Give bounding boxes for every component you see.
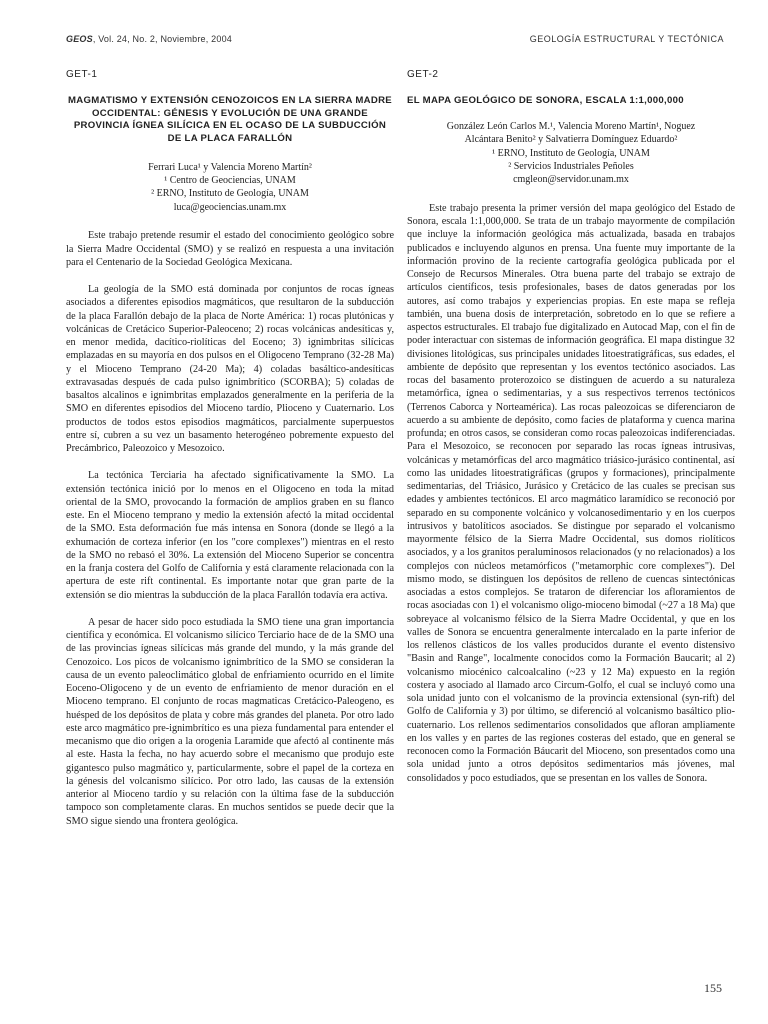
journal-issue: , Vol. 24, No. 2, Noviembre, 2004 [92,34,232,44]
abstract-get-2 [407,68,735,785]
author-list: Ferrari Luca¹ y Valencia Moreno Martín² [148,161,312,173]
body-paragraph: La tectónica Terciaria ha afectado significativamente la SMO. La extensión tectónica inició por lo menos en el Oligoceno en toda la mitad oriental de la SMO, provocando la formación de amplios graben en su flanco este. En el Mioceno temprano y medio la extensión afectó la mitad occidental de la SMO. Esta deformación fue más intensa en Sonora (donde se llegó a la exhumación de corteza inferior (en los "core complexes") mientras en el resto de la SMO no rebasó el 30%. La extensión del Mioceno Superior se concentra en la franja costera del Golfo de California y está claramente relacionada con la apertura de este rift continental. Es importante notar que gran parte de la extensión se dio mientras la subducción de la placa Farallón todavía era activa. [66,470,394,601]
affiliation-line: ² ERNO, Instituto de Geología, UNAM [151,188,309,200]
abstract-get-1 [66,68,394,842]
journal-name: GEOS [66,34,93,44]
journal-citation [66,34,232,44]
abstract-code: GET-2 [407,69,439,80]
body-paragraph: A pesar de hacer sido poco estudiada la SMO tiene una gran importancia científica y económica. El volcanismo silícico Terciario hace de de la SMO una de las provincias ígneas silícicas más grande del mundo, y la más grande del Cenozoico. Los picos de volcanismo ignimbrítico de la SMO se consideran la causa de un evento paleoclimático global de enfriamiento ocurrido en el límite Eoceno-Oligoceno y de un evento de enfriamiento de menor duración en el Mioceno temprano. El conjunto de rocas magmaticas Cretácico-Paleogeno, es huésped de los depósitos de plata y cobre más grandes del planeta. Por otro lado este arco magmático pre-ignimbrítico es una pieza fundamental para entender el mecanismo que dio origen a la orogenia Laramide que afectó al continente más al este. Hasta la fecha, no hay acuerdo sobre el mecanismo que produjo este gigantesco pulso magmático y, particularmente, sobre el papel de la corteza en la génesis del volcanismo silícico. Por otro lado, las causas de la extensión anterior al Mioceno tardío y su relación con la última fase de la subducción tampoco son completamente claras. En muchos sentidos se puede decir que la SMO sigue siendo una frontera geológica. [66,616,394,827]
abstract-code: GET-1 [66,69,98,80]
body-paragraph: Este trabajo presenta la primer versión del mapa geológico del Estado de Sonora, escala 1:1,000,000. Se trata de un trabajo mayormente de compilación que incluye la información geológica más actualizada, basada en trabajos publicados e incluyendo algunos en prensa. Una fuente muy importante de la información provino de la reciente cartografía geológica publicada por el Consejo de Recursos Minerales. Otra buena parte del trabajo se extrajo de artículos científicos, tesis profesionales, bases de datos generadas por los autores, así como trabajos y experiencias propias. En este mapa se refleja también, una buena dosis de interpretación, sobretodo en lo que se refiere a aspectos estructurales. El trabajo fue digitalizado en Autocad Map, con el fin de poder interactuar con sistemas de información geográfica. El mapa distingue 32 divisiones litológicas, sus principales unidades litoestratigráficas, sus edades, el ambiente de depósito que representan y los eventos tectónico asociados. Las rocas del basamento proterozoico se distinguen de acuerdo a su naturaleza metamórfica, ígnea o sedimentarias, y a sus respectivos terrenos tectónicos (Terrenos Caborca y Norteamérica). Las rocas paleozoicas se diferenciaron de acuerdo a su ambiente de depósito, como facies de plataforma y cuenca marina profunda; en otros casos, se consideran como rocas paleozoicas indiferenciadas. Para el Mesozoico, se reconocen por separado las rocas ígneas intrusivas, volcánicas y metamórficas del arco magmático triásico-jurásico continental, así como las unidades litoestratigráficas (grupos y formaciones), principalmente sedimentarias, del Triásico, Jurásico y Cretácico de las cuales se precisan sus edades y ambientes tectónicos. El arco magmático laramídico se reconoció por separado en su componente volcánico y volcanosedimentario y en los cuerpos intrusivos y batolíticos asociados. Se distingue por separado el volcanismo mayormente félsico de la Sierra Madre Occidental, sus domos riolíticos asociados, y a los granitos peraluminosos relacionados (y no relacionados) a los complejos con núcleos metamórficos ("metamorphic core complexes"). Del mismo modo, se distinguen los depósitos de relleno de cuencas sintectónicas asociadas a estos complejos. Se trataron de diferenciar los afloramientos de rocas asociadas con 1) el volcanismo oligo-mioceno bimodal (~27 a 18 Ma) que sobreyace al volcanismo félsico de la Sierra Madre Occidental, y que en los valles de Sonora se encuentra generalmente intercalado en la parte inferior de los rellenos clásticos de los valles producidos durante el evento distensivo "Basin and Range", localmente conocidos como la Formación Baucarit; al 2) volcanismo miocénico calcoalcalino (~23 y 12 Ma) expuesto en la región costera y asociado al llamado arco Circum-Golfo, el cual se incluyó como una sola unidad junto con el volcanismo de la provincia extensional (syn-rift) del Golfo de California y 3) por último, se diferenció al volcanismo basáltico plio-cuaternario. Los rellenos sedimentarios consolidados que afloran ampliamente en los valles y en partes de las regiones costeras del estado, que en general se reconocen como la Formación Báucarit del Mioceno, son presentados como una sola unidad junto a otros depósitos sedimentarios más jóvenes, mal consolidados y poco estudiados, que se presentan en los valles de Sonora. [407,202,735,784]
contact-email: cmgleon@servidor.unam.mx [513,174,629,186]
author-block [407,120,735,187]
affiliation-line: ¹ ERNO, Instituto de Geología, UNAM [492,147,650,159]
author-list: González León Carlos M.¹, Valencia Moreno Martín¹, Noguez [446,120,696,132]
page-number: 155 [704,981,722,995]
body-paragraph: Este trabajo pretende resumir el estado del conocimiento geológico sobre la Sierra Madre Occidental (SMO) y se realizó en respuesta a una invitación para el Centenario de la Sociedad Geológica Mexicana. [66,230,394,268]
contact-email: luca@geociencias.unam.mx [173,201,287,213]
author-block [66,161,394,215]
section-title: GEOLOGÍA ESTRUCTURAL Y TECTÓNICA [529,34,724,44]
affiliation-line: ¹ Centro de Geociencias, UNAM [164,175,296,187]
author-list: Alcántara Benito² y Salvatierra Domínguez Eduardo² [464,134,678,146]
body-paragraph: La geología de la SMO está dominada por conjuntos de rocas ígneas asociados a diferentes episodios magmáticos, que resultaron de la subducción de la placa Farallón debajo de la placa de Norte América: 1) rocas plutónicas y volcánicas de Cretácico Superior-Paleoceno; 2) rocas volcánicas andesíticas y, en menor medida, dacítico-riolíticas del Eoceno; 3) ignimbritas silícicas emplazadas en su mayoría en dos pulsos en el Oligoceno Temprano (32-28 Ma) y el Mioceno Temprano (24-20 Ma); 4) coladas basáltico-andesíticas extravasadas después de cada pulso ignimbrítico (SCORBA); 5) coladas de basaltos alcalinos e ignimbritas emplazados generalmente en la periferia de la SMO en diferentes episodios del Mioceno tardío, Plioceno y Cuaternario. Los productos de todos estos episodios magmáticos, parcialmente superpuestos entre sí, cubren a su vez un basamento heterogéneo pobremente expuesto del Precámbrico, Paleozoico y Mesozoico. [66,284,394,454]
abstract-title: MAGMATISMO Y EXTENSIÓN CENOZOICOS EN LA SIERRA MADRE OCCIDENTAL: GÉNESIS Y EVOLUCIÓN DE UNA GRANDE PROVINCIA ÍGNEA SILÍCICA EN EL OCASO DE LA SUBDUCCIÓN DE LA PLACA FARALLÓN [67,95,393,145]
affiliation-line: ² Servicios Industriales Peñoles [508,161,634,173]
abstract-title: EL MAPA GEOLÓGICO DE SONORA, ESCALA 1:1,000,000 [407,95,684,107]
